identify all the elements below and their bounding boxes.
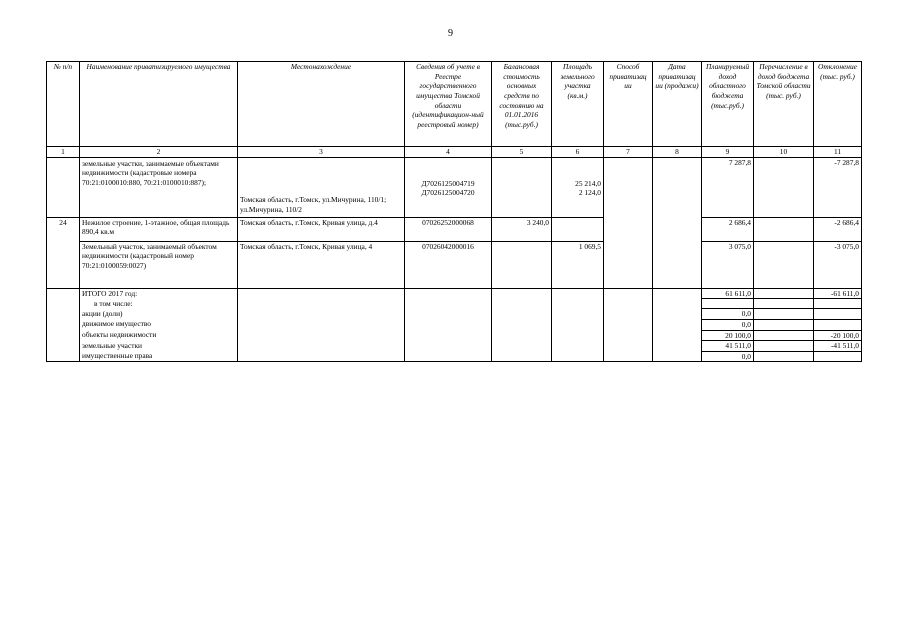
land-location: Томская область, г.Томск, ул.Мичурина, 110/1; ул.Мичурина, 110/2 bbox=[238, 157, 405, 217]
totals-deviation: -20 100,0 bbox=[814, 330, 862, 341]
totals-row bbox=[47, 351, 862, 362]
land-plot-transferred bbox=[754, 241, 814, 288]
totals-income: 0,0 bbox=[702, 319, 754, 330]
empty-cell bbox=[754, 330, 814, 341]
row-number: 24 bbox=[47, 217, 80, 288]
land-plot-name: Земельный участок, занимаемый объектом недвижимости (кадастровый номер 70:21:0100059:0027) bbox=[80, 241, 238, 288]
empty-cell bbox=[702, 299, 754, 309]
totals-deviation bbox=[814, 319, 862, 330]
empty-cell bbox=[47, 351, 80, 362]
column-number: 5 bbox=[492, 147, 552, 158]
column-number: 3 bbox=[238, 147, 405, 158]
column-number: 1 bbox=[47, 147, 80, 158]
totals-including: в том числе: bbox=[80, 299, 238, 309]
totals-label: объекты недвижимости bbox=[80, 330, 238, 341]
column-number: 10 bbox=[754, 147, 814, 158]
totals-income: 0,0 bbox=[702, 351, 754, 362]
empty-cell bbox=[604, 288, 653, 299]
column-number: 2 bbox=[80, 147, 238, 158]
empty-cell bbox=[492, 330, 552, 341]
page-number: 9 bbox=[448, 28, 453, 39]
empty-cell bbox=[238, 319, 405, 330]
land-area: 25 214,0 2 124,0 bbox=[552, 157, 604, 217]
column-number: 9 bbox=[702, 147, 754, 158]
building-deviation: -2 686,4 bbox=[814, 217, 862, 241]
privatization-table bbox=[46, 61, 862, 362]
totals-income: 0,0 bbox=[702, 309, 754, 320]
empty-cell bbox=[653, 330, 702, 341]
column-number: 8 bbox=[653, 147, 702, 158]
empty-cell bbox=[604, 351, 653, 362]
empty-cell bbox=[653, 351, 702, 362]
empty-cell bbox=[47, 319, 80, 330]
land-plot-location: Томская область, г.Томск, Кривая улица, 4 bbox=[238, 241, 405, 288]
building-area bbox=[552, 217, 604, 241]
totals-label: движимое имущество bbox=[80, 319, 238, 330]
header-row bbox=[47, 62, 862, 147]
header-registry: Сведения об учете в Реестре государственного имущества Томской области (идентификацион-ный реестровый номер) bbox=[405, 62, 492, 147]
empty-cell bbox=[552, 330, 604, 341]
empty-cell bbox=[492, 299, 552, 309]
totals-row bbox=[47, 309, 862, 320]
empty-cell bbox=[604, 299, 653, 309]
totals-deviation bbox=[814, 351, 862, 362]
row-number bbox=[47, 157, 80, 217]
empty-cell bbox=[238, 309, 405, 320]
empty-cell bbox=[653, 341, 702, 352]
column-number: 11 bbox=[814, 147, 862, 158]
empty-cell bbox=[405, 299, 492, 309]
land-plot-area: 1 069,5 bbox=[552, 241, 604, 288]
totals-deviation: -61 611,0 bbox=[814, 288, 862, 299]
header-method: Способ приватизац ии bbox=[604, 62, 653, 147]
totals-deviation bbox=[814, 309, 862, 320]
totals-income: 41 511,0 bbox=[702, 341, 754, 352]
totals-label: имущественные права bbox=[80, 351, 238, 362]
empty-cell bbox=[238, 341, 405, 352]
empty-cell bbox=[552, 299, 604, 309]
land-plot-balance bbox=[492, 241, 552, 288]
empty-cell bbox=[653, 288, 702, 299]
land-plot-deviation: -3 075,0 bbox=[814, 241, 862, 288]
totals-row bbox=[47, 330, 862, 341]
header-balance: Балансовая стоимость основных средств по состоянию на 01.01.2016 (тыс.руб.) bbox=[492, 62, 552, 147]
empty-cell bbox=[238, 288, 405, 299]
empty-cell bbox=[492, 351, 552, 362]
column-number: 6 bbox=[552, 147, 604, 158]
empty-cell bbox=[653, 309, 702, 320]
header-no: № п/п bbox=[47, 62, 80, 147]
empty-cell bbox=[405, 341, 492, 352]
empty-cell bbox=[552, 319, 604, 330]
empty-cell bbox=[492, 341, 552, 352]
building-name: Нежилое строение, 1-этажное, общая площадь 890,4 кв.м bbox=[80, 217, 238, 241]
empty-cell bbox=[238, 351, 405, 362]
empty-cell bbox=[814, 299, 862, 309]
land-deviation: -7 287,8 bbox=[814, 157, 862, 217]
empty-cell bbox=[754, 309, 814, 320]
date-cell bbox=[653, 157, 702, 288]
column-number-row bbox=[47, 147, 862, 158]
header-date: Дата приватизац ии (продажи) bbox=[653, 62, 702, 147]
building-transferred bbox=[754, 217, 814, 241]
totals-income: 20 100,0 bbox=[702, 330, 754, 341]
column-number: 7 bbox=[604, 147, 653, 158]
empty-cell bbox=[405, 309, 492, 320]
header-deviation: Отклонение (тыс. руб.) bbox=[814, 62, 862, 147]
empty-cell bbox=[492, 288, 552, 299]
empty-cell bbox=[604, 330, 653, 341]
land-transferred bbox=[754, 157, 814, 217]
totals-row bbox=[47, 341, 862, 352]
empty-cell bbox=[604, 341, 653, 352]
totals-deviation: -41 511,0 bbox=[814, 341, 862, 352]
empty-cell bbox=[47, 288, 80, 299]
land-plot-reg-number: 07026042000016 bbox=[405, 241, 492, 288]
totals-label: земельные участки bbox=[80, 341, 238, 352]
column-number: 4 bbox=[405, 147, 492, 158]
totals-row bbox=[47, 288, 862, 299]
land-reg-numbers: Д7026125004719 Д7026125004720 bbox=[405, 157, 492, 217]
empty-cell bbox=[405, 288, 492, 299]
header-area: Площадь земельного участка (кв.м.) bbox=[552, 62, 604, 147]
empty-cell bbox=[552, 288, 604, 299]
header-location: Местонахождение bbox=[238, 62, 405, 147]
empty-cell bbox=[47, 330, 80, 341]
empty-cell bbox=[47, 309, 80, 320]
land-plot-planned-income: 3 075,0 bbox=[702, 241, 754, 288]
empty-cell bbox=[238, 299, 405, 309]
empty-cell bbox=[653, 319, 702, 330]
totals-row bbox=[47, 319, 862, 330]
building-reg-number: 07026252000068 bbox=[405, 217, 492, 241]
land-planned-income: 7 287,8 bbox=[702, 157, 754, 217]
empty-cell bbox=[405, 351, 492, 362]
totals-income: 61 611,0 bbox=[702, 288, 754, 299]
empty-cell bbox=[604, 319, 653, 330]
header-planned-income: Планируемый доход областного бюджета (тыс.руб.) bbox=[702, 62, 754, 147]
empty-cell bbox=[754, 341, 814, 352]
empty-cell bbox=[754, 319, 814, 330]
header-name: Наименование приватизируемого имущества bbox=[80, 62, 238, 147]
table-row bbox=[47, 157, 862, 217]
empty-cell bbox=[405, 330, 492, 341]
empty-cell bbox=[552, 341, 604, 352]
empty-cell bbox=[238, 330, 405, 341]
empty-cell bbox=[754, 351, 814, 362]
building-balance: 3 240,0 bbox=[492, 217, 552, 241]
empty-cell bbox=[552, 309, 604, 320]
totals-label: акции (доли) bbox=[80, 309, 238, 320]
table-row bbox=[47, 241, 862, 288]
empty-cell bbox=[405, 319, 492, 330]
empty-cell bbox=[604, 309, 653, 320]
totals-row bbox=[47, 299, 862, 309]
empty-cell bbox=[754, 299, 814, 309]
totals-title: ИТОГО 2017 год: bbox=[80, 288, 238, 299]
table-row bbox=[47, 217, 862, 241]
land-balance bbox=[492, 157, 552, 217]
empty-cell bbox=[47, 299, 80, 309]
empty-cell bbox=[552, 351, 604, 362]
method-cell bbox=[604, 157, 653, 288]
empty-cell bbox=[47, 341, 80, 352]
land-name: земельные участки, занимаемые объектами недвижимости (кадастровые номера 70:21:0100010:880, 70:21:0100010:887); bbox=[80, 157, 238, 217]
building-location: Томская область, г.Томск, Кривая улица, д.4 bbox=[238, 217, 405, 241]
header-transferred: Перечисление в доход бюджета Томской области (тыс. руб.) bbox=[754, 62, 814, 147]
empty-cell bbox=[754, 288, 814, 299]
empty-cell bbox=[492, 319, 552, 330]
empty-cell bbox=[492, 309, 552, 320]
empty-cell bbox=[653, 299, 702, 309]
building-planned-income: 2 686,4 bbox=[702, 217, 754, 241]
